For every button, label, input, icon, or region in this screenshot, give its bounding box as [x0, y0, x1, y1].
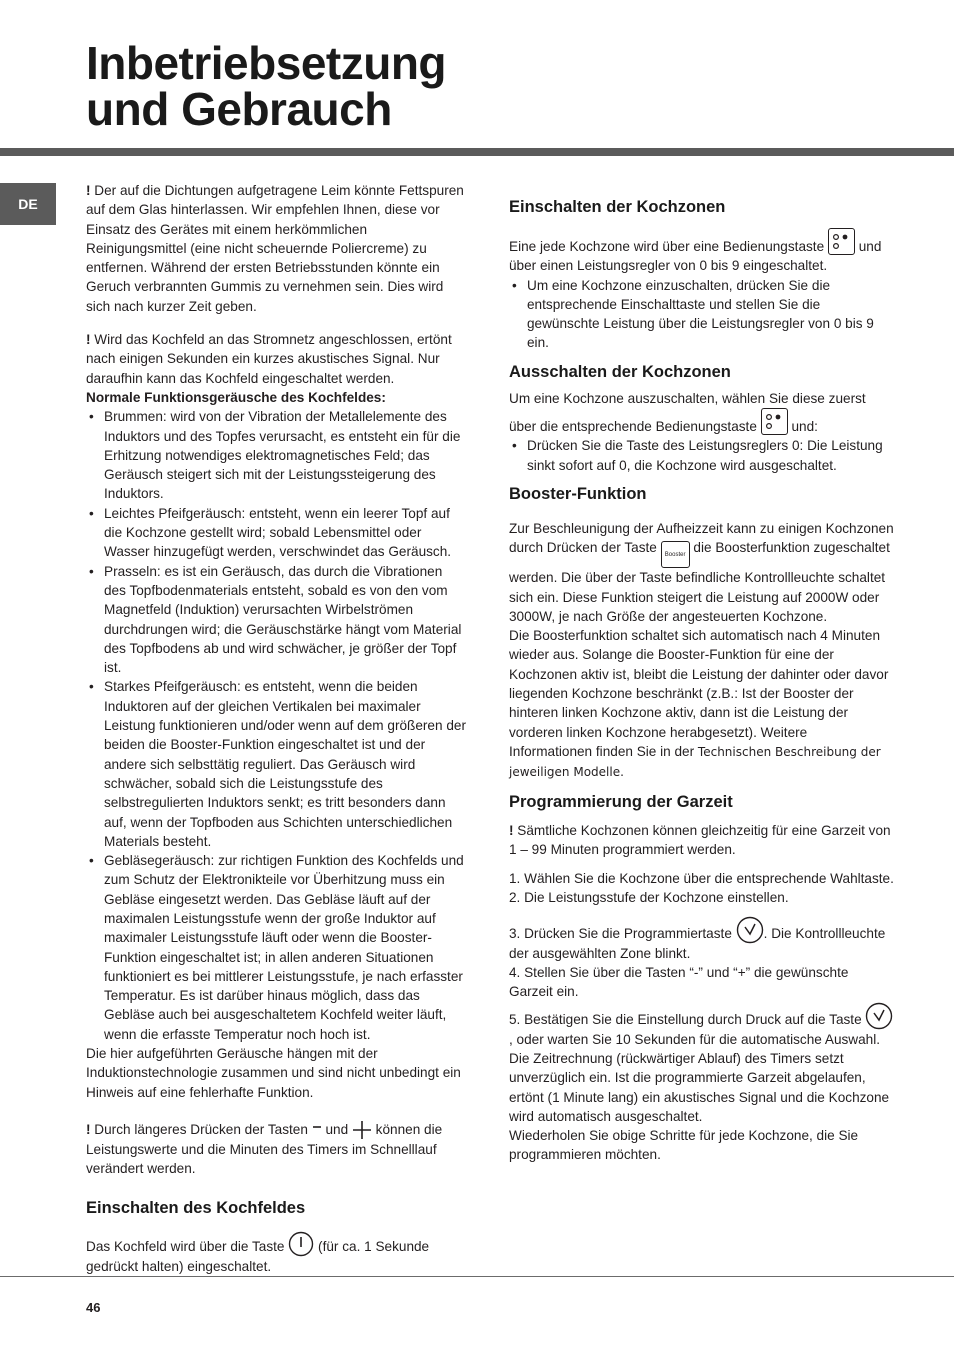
glue-notice-text: Der auf die Dichtungen aufgetragene Leim könnte Fettspuren auf dem Glas hinterlassen. Wir empfehlen Ihnen, diese vor Einsatz des Gerätes mit einem herkömmlichen Reinigungsmittel (eine nicht scheuernde Poliercreme) zu entfernen. Während der ersten Betriebsstunden könnte ein Geruch verbrannten Gummis zu vernehmen sein. Dies wird sich nach kurzer Zeit geben.	[86, 183, 464, 314]
garzeit-notice	[509, 821, 894, 860]
step-3	[509, 916, 894, 963]
heading-booster: Booster-Funktion	[509, 484, 647, 503]
heading-ausschalten-kochzonen: Ausschalten der Kochzonen	[509, 362, 731, 381]
step-3-text-b: . Die Kontrollleuchte der ausgewählten Zone blinkt.	[509, 925, 886, 961]
list-item: • Gebläsegeräusch: zur richtigen Funktion des Kochfelds und zum Schutz der Elektronikteile vor Überhitzung muss ein Gebläse eingesetzt werden. Das Gebläse läuft auf der maximalen Leistungsstufe wenn der große Induktor auf maximaler Leistungsstufe läuft oder wenn die Booster-Funktion eingeschaltet ist; in allen anderen Situationen funktioniert es bei mittlerer Leistungsstufe, je nach erfasster Temperatur. Es ist darüber hinaus möglich, dass das Gebläse auch bei ausgeschaltetem Kochfeld weiter läuft, wenn die erfasste Temperatur noch hoch ist.	[86, 851, 466, 1044]
glue-notice	[86, 181, 466, 316]
heading-einschalten-kochfeld: Einschalten des Kochfeldes	[86, 1198, 306, 1217]
power-icon	[288, 1231, 314, 1257]
list-item: • Prasseln: es ist ein Geräusch, das durch die Vibrationen des Topfbodenmaterials entsteht, sobald es von den vom Magnetfeld (Induktion) verursachten Wirbelströmen durchdrungen wird; die Geräuschstärke hängt vom Material des Topfbodens ab und wird schwächer, je größer der Topf ist.	[86, 562, 466, 678]
right-column	[509, 196, 894, 1165]
zone-select-icon	[828, 228, 855, 255]
signal-notice-text: Wird das Kochfeld an das Stromnetz angeschlossen, ertönt nach einigen Sekunden ein kurzes akustisches Signal. Nur daraufhin kann das Kochfeld eingeschaltet werden.	[86, 332, 452, 386]
noise-heading: Normale Funktionsgeräusche des Kochfeldes:	[86, 389, 386, 405]
timer-icon	[865, 1002, 893, 1030]
title-divider	[0, 148, 954, 156]
booster-text-d: Technischen Beschreibung der jeweiligen Modelle.	[509, 744, 881, 780]
einschalten-list	[509, 276, 894, 353]
notice-mark: !	[86, 332, 91, 348]
einschalten-text-b: und über einen Leistungsregler von 0 bis 9 eingeschaltet.	[509, 239, 882, 274]
booster-auto-text	[509, 626, 894, 782]
step-5-text-a: 5. Bestätigen Sie die Einstellung durch Druck auf die Taste	[509, 1011, 866, 1027]
notice-mark: !	[509, 822, 514, 838]
page-title	[86, 37, 786, 135]
step-5	[509, 1002, 894, 1049]
garzeit-intro: Sämtliche Kochzonen können gleichzeitig für eine Garzeit von 1 – 99 Minuten programmiert werden.	[509, 822, 891, 857]
page-number: 46	[86, 1300, 101, 1315]
page-title-line-2: und Gebrauch	[86, 83, 392, 135]
noise-list	[86, 407, 466, 1044]
repeat-text: Wiederholen Sie obige Schritte für jede Kochzone, die Sie programmieren möchten.	[509, 1128, 859, 1163]
zone-select-icon	[761, 408, 788, 435]
minus-icon	[312, 1124, 322, 1140]
timer-icon	[736, 916, 764, 944]
noise-footer: Die hier aufgeführten Geräusche hängen mit der Induktionstechnologie zusammen und sind nicht unbedingt ein Hinweis auf eine fehlerhafte Funktion.	[86, 1046, 461, 1100]
ausschalten-text-b: und:	[787, 419, 818, 435]
list-item: • Leichtes Pfeifgeräusch: entsteht, wenn ein leerer Topf auf die Kochzone gestellt wird; sobald Lebensmittel oder Wasser hinzugefügt werden, verschwindet das Geräusch.	[86, 504, 466, 562]
einschalten-text	[509, 228, 894, 276]
timer-text: Die Zeitrechnung (rückwärtiger Ablauf) des Timers setzt unverzüglich ein. Ist die programmierte Garzeit abgelaufen, ertönt (1 Minute lang) ein akustisches Signal und die Kochzone wird automatisch ausgeschaltet.	[509, 1050, 890, 1124]
notice-mark: !	[86, 183, 91, 198]
keys-notice	[86, 1120, 466, 1179]
step-4: 4. Stellen Sie über die Tasten “-” und “+” die gewünschte Garzeit ein.	[509, 965, 849, 1000]
booster-icon: Booster	[661, 541, 690, 568]
list-item: • Starkes Pfeifgeräusch: es entsteht, wenn die beiden Induktoren auf der gleichen Vertikalen bei maximaler Leistung funktionieren und/oder wenn auf dem größeren der beiden die Booster-Funktion eingeschaltet ist und der andere sich selbsttätig reguliert. Das Geräusch wird schwächer, sobald sich die Leistungsstufe des selbstregulierten Induktors senkt; es tritt besonders dann auf, wenn der Topfboden aus Schichten unterschiedlichen Materials besteht.	[86, 677, 466, 851]
kochfeld-text-a: Das Kochfeld wird über die Taste	[86, 1238, 289, 1254]
booster-text-a: Zur Beschleunigung der Aufheizzeit kann zu einigen Kochzonen durch Drücken der Taste	[509, 520, 894, 556]
notice-mark: !	[86, 1121, 91, 1137]
ausschalten-list	[509, 436, 894, 475]
step-1: 1. Wählen Sie die Kochzone über die entsprechende Wahltaste.	[509, 871, 894, 887]
list-item: • Brummen: wird von der Vibration der Metallelemente des Induktors und des Topfes verursacht, es entsteht ein für die Erhitzung notwendiges elektromagnetisches Feld; das Geräusch steigert sich mit der Leistungssteigerung des Induktors.	[86, 407, 466, 503]
ausschalten-text-a: Um eine Kochzone auszuschalten, wählen Sie diese zuerst über die entsprechende Bedienungstaste	[509, 390, 866, 435]
keys-notice-text-c: können die Leistungswerte und die Minuten des Timers im Schnelllauf verändert werden.	[86, 1121, 443, 1177]
page-title-line-1: Inbetriebsetzung	[86, 37, 447, 89]
step-3-text-a: 3. Drücken Sie die Programmiertaste	[509, 925, 736, 941]
list-item: • Um eine Kochzone einzuschalten, drücken Sie die entsprechende Einschalttaste und stellen Sie die gewünschte Leistung über die Leistungsregler von 0 bis 9 ein.	[509, 276, 894, 353]
keys-notice-text-b: und	[321, 1121, 352, 1137]
left-column	[86, 181, 466, 1276]
booster-text	[509, 519, 894, 626]
heading-einschalten-kochzonen: Einschalten der Kochzonen	[509, 198, 726, 216]
kochfeld-text-b: (für ca. 1 Sekunde gedrückt halten) eingeschaltet.	[86, 1238, 430, 1274]
signal-notice	[86, 330, 466, 388]
booster-text-c: Die Boosterfunktion schaltet sich automatisch nach 4 Minuten wieder aus. Solange die Booster-Funktion für eine der Kochzonen aktiv ist, bleibt die Leistung der dahinter oder davor liegenden Kochzone beschränkt (z.B.: Ist der Booster der hinteren linken Kochzone aktiv, dann ist die Leistung der vorderen linken Kochzone herabgesetzt). Weitere Informationen finden Sie in der	[509, 628, 889, 759]
footer-divider	[0, 1276, 954, 1277]
einschalten-text-a: Eine jede Kochzone wird über eine Bedienungstaste	[509, 239, 828, 254]
plus-icon	[352, 1120, 372, 1140]
keys-notice-text-a: Durch längeres Drücken der Tasten	[90, 1121, 312, 1137]
step-5-text-b: , oder warten Sie 10 Sekunden für die automatische Auswahl.	[509, 1031, 881, 1047]
booster-text-b: die Boosterfunktion zugeschaltet werden. Die über der Taste befindliche Kontrollleuchte schaltet sich ein. Diese Funktion steigert die Leistung auf 2000W oder 3000W, je nach Größe der angesteuerten Kochzone.	[509, 540, 890, 624]
language-tab: DE	[0, 183, 56, 225]
step-2: 2. Die Leistungsstufe der Kochzone einstellen.	[509, 890, 789, 906]
list-item: • Drücken Sie die Taste des Leistungsreglers 0: Die Leistung sinkt sofort auf 0, die Kochzone wird ausgeschaltet.	[509, 436, 894, 475]
ausschalten-text	[509, 389, 894, 437]
heading-garzeit: Programmierung der Garzeit	[509, 792, 733, 811]
kochfeld-text	[86, 1231, 466, 1276]
